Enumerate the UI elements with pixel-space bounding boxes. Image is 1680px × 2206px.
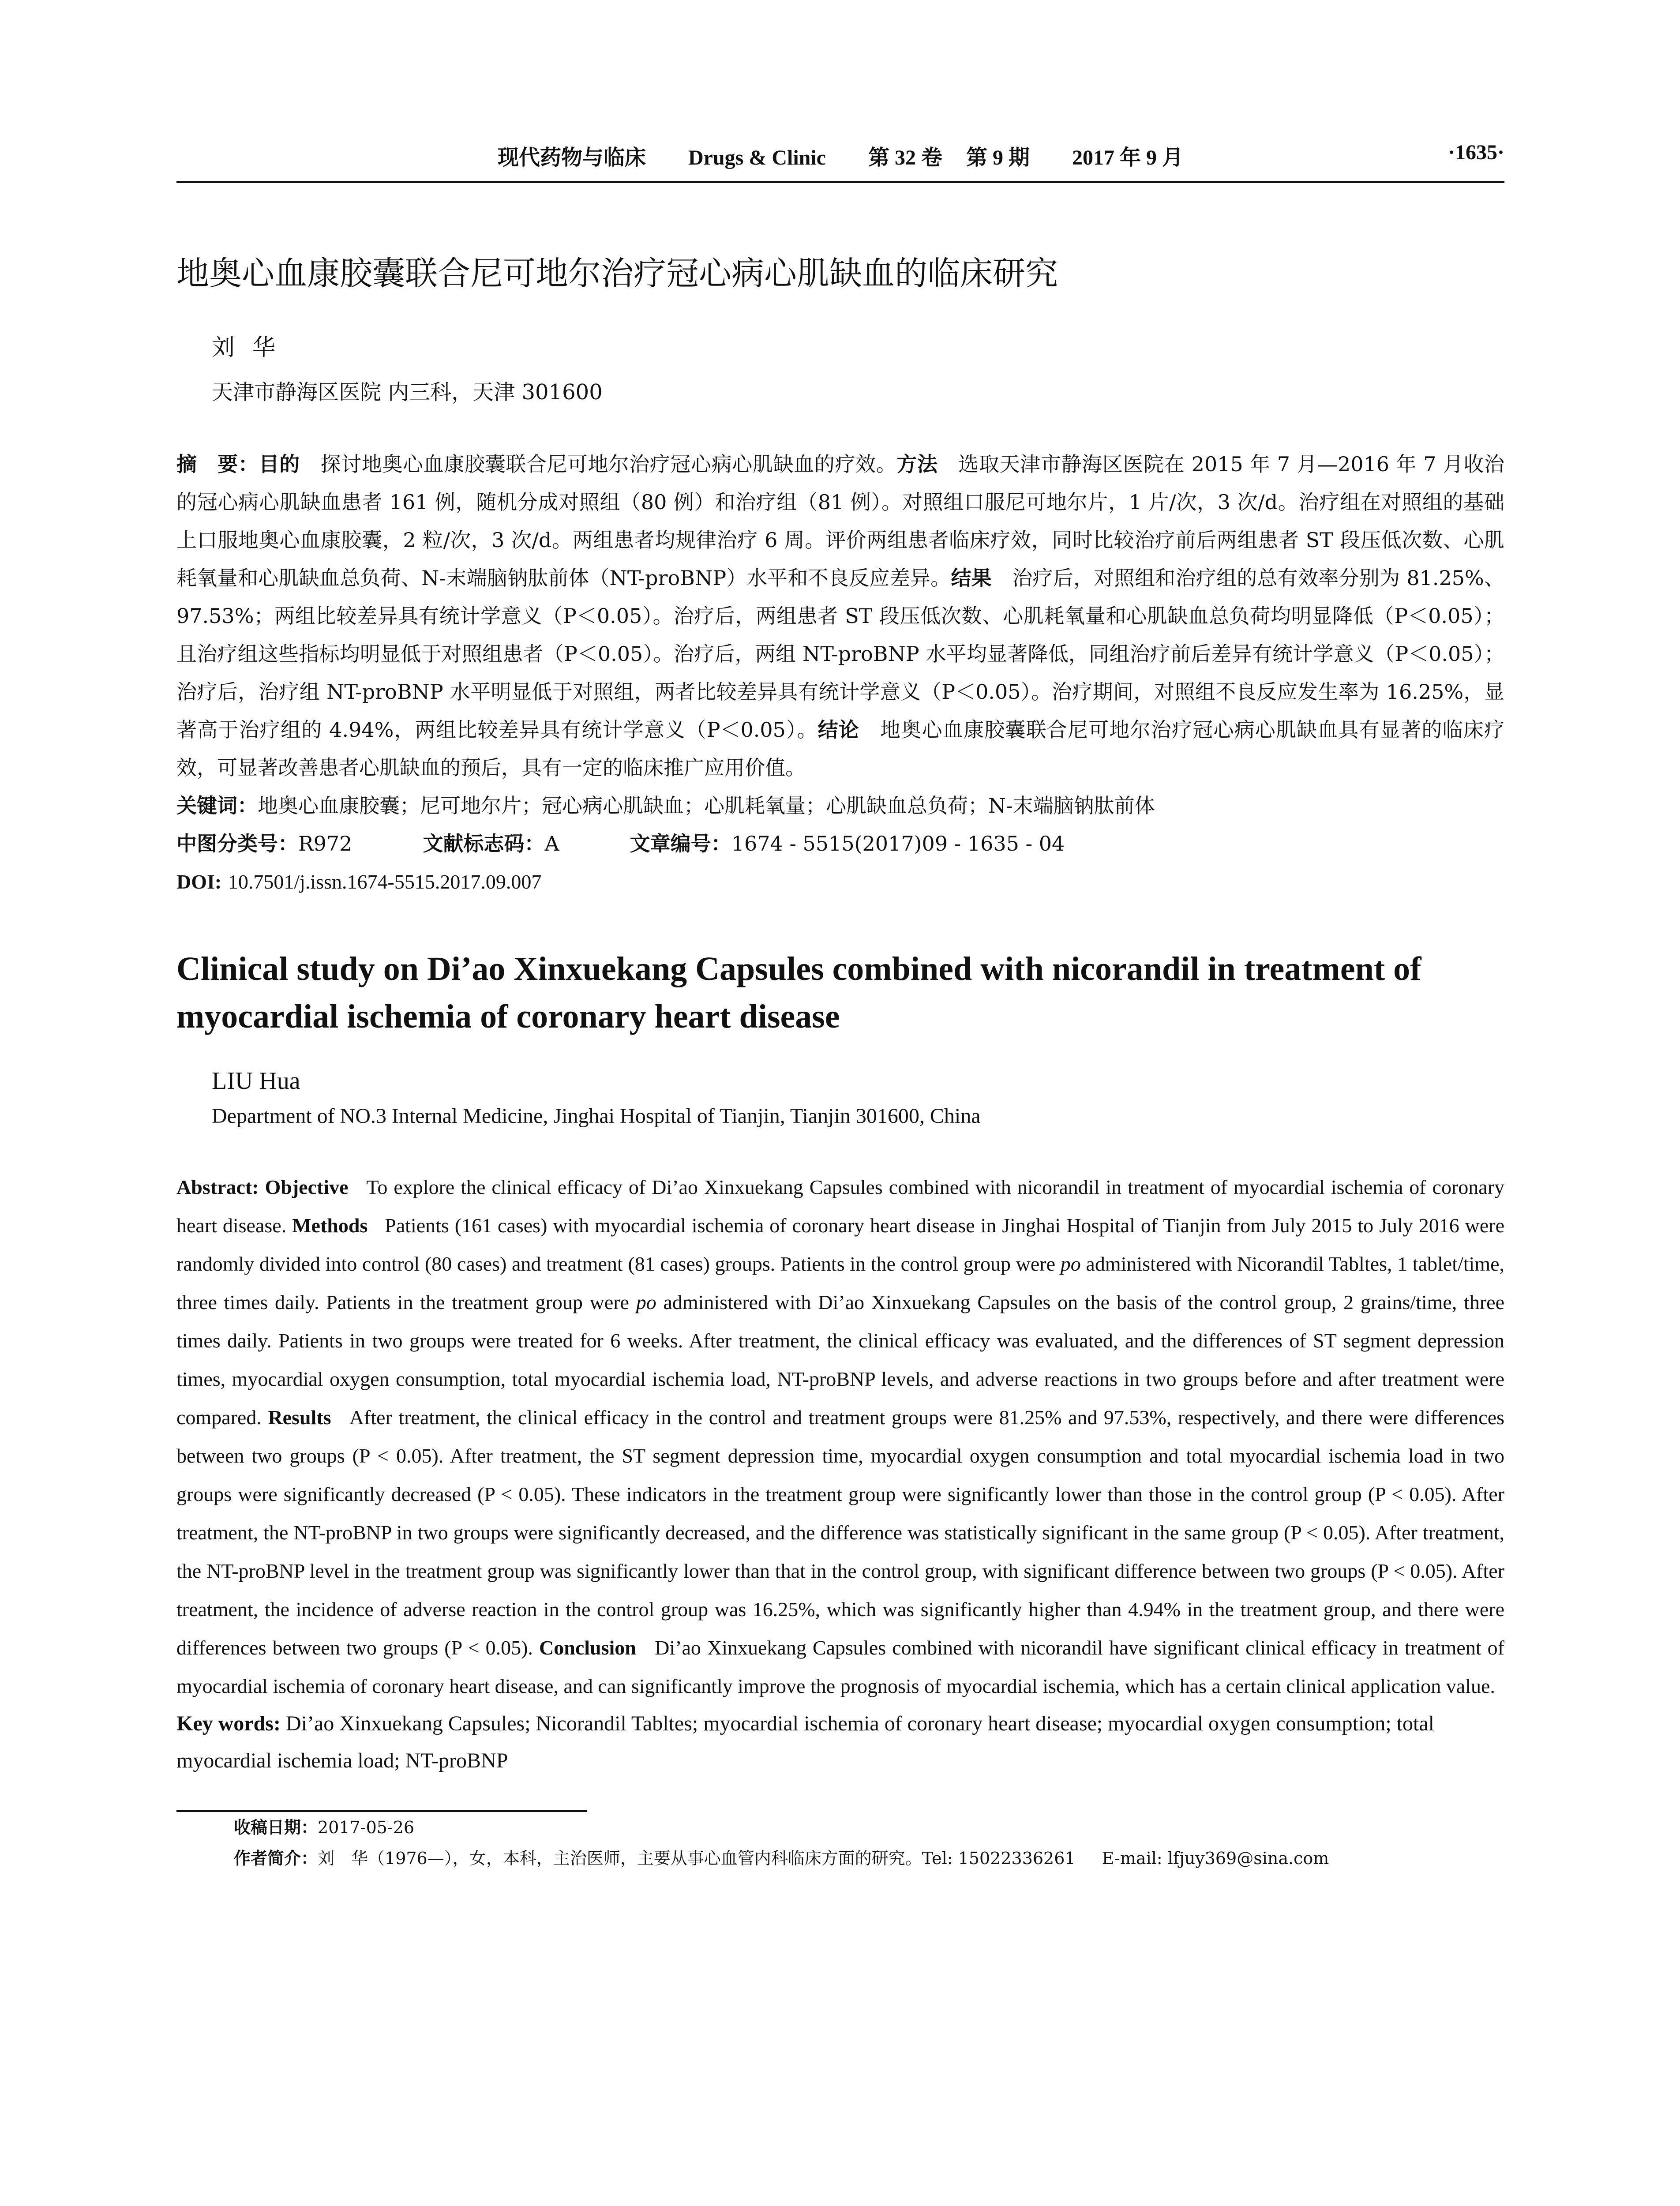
paper-page bbox=[176, 128, 1504, 1874]
cn-author: 刘华 bbox=[212, 334, 293, 361]
footnote-author bbox=[234, 1843, 1504, 1874]
en-conclusion-text: Di’ao Xinxuekang Capsules combined with nicorandil have significant clinical efficacy in treatment of myocardial ischemia of coronary heart disease, and can significantly improve the prognosis of myocardial ischemia, which has a certain clinical application value. bbox=[176, 1636, 1505, 1697]
journal-cn-name: 现代药物与临床 bbox=[497, 146, 646, 169]
en-results-label: Results bbox=[268, 1406, 331, 1429]
en-results-text: After treatment, the clinical efficacy in the control and treatment groups were 81.25% and 97.53%, respectively, and there were differences between two groups (P < 0.05). After treatment, the ST segment depression time, myocardial oxygen consumption and total myocardial ischemia load in two groups were significantly decreased (P < 0.05). These indicators in the treatment group were significantly lower than those in the control group (P < 0.05). After treatment, the NT-proBNP in two groups were significantly decreased, and the difference was statistically significant in the same group (P < 0.05). After treatment, the NT-proBNP level in the treatment group was significantly lower than that in the control group, with significant difference between two groups (P < 0.05). After treatment, the incidence of adverse reaction in the control group was 16.25%, which was significantly higher than 4.94% in the treatment group, and there were differences between two groups (P < 0.05). bbox=[176, 1406, 1505, 1659]
received-label: 收稿日期： bbox=[234, 1818, 318, 1837]
en-methods-text-1: Patients (161 cases) with myocardial ischemia of coronary heart disease in Jinghai Hospital of Tianjin from July 2015 to July 2016 were randomly divided into control (80 cases) and treatment (81 cases) groups. Patients in the control group were bbox=[176, 1214, 1504, 1275]
issue-date: 2017 年 9 月 bbox=[1072, 146, 1184, 169]
author-bio: 刘 华（1976—），女，本科，主治医师，主要从事心血管内科临床方面的研究。Tel: 15022336261 bbox=[318, 1849, 1076, 1868]
en-keywords-text: Di’ao Xinxuekang Capsules; Nicorandil Tabltes; myocardial ischemia of coronary heart disease; myocardial oxygen consumption; total myocardial ischemia load; NT-proBNP bbox=[176, 1712, 1434, 1772]
journal-en-name: Drugs & Clinic bbox=[688, 146, 826, 169]
en-methods-label: Methods bbox=[292, 1214, 368, 1237]
cn-keywords-text: 地奥心血康胶囊；尼可地尔片；冠心病心肌缺血；心肌耗氧量；心肌缺血总负荷；N-末端脑钠肽前体 bbox=[258, 794, 1155, 818]
author-bio-label: 作者简介： bbox=[234, 1849, 318, 1868]
author-email: E-mail: lfjuy369@sina.com bbox=[1102, 1849, 1329, 1868]
cn-keywords-label: 关键词： bbox=[176, 794, 258, 818]
en-methods-text-2: administered with Nicorandil Tabltes, 1 tablet/time, three times daily. Patients in the treatment group were bbox=[176, 1253, 1505, 1313]
cn-doi bbox=[176, 863, 1504, 901]
en-objective-label: Objective bbox=[265, 1176, 349, 1198]
cn-objective-label: 目的 bbox=[259, 452, 300, 476]
en-title: Clinical study on Di’ao Xinxuekang Capsules combined with nicorandil in treatment of myocardial ischemia of coronary heart disease bbox=[176, 950, 1421, 1035]
footnote-received bbox=[234, 1812, 1504, 1843]
en-objective-text: To explore the clinical efficacy of Di’ao Xinxuekang Capsules combined with nicorandil in treatment of myocardial ischemia of coronary heart disease. bbox=[176, 1176, 1505, 1237]
en-conclusion-label: Conclusion bbox=[539, 1636, 636, 1659]
volume: 第 32 卷 bbox=[868, 146, 942, 169]
cn-methods-label: 方法 bbox=[896, 452, 938, 476]
en-keywords bbox=[176, 1705, 1504, 1779]
running-header bbox=[176, 128, 1504, 183]
en-methods-text-3: administered with Di’ao Xinxuekang Capsules on the basis of the control group, 2 grains/time, three times daily. Patients in two groups were treated for 6 weeks. After treatment, the clinical efficacy was evaluated, and the differences of ST segment depression times, myocardial oxygen consumption, total myocardial ischemia load, NT-proBNP levels, and adverse reactions in two groups before and after treatment were compared. bbox=[176, 1291, 1504, 1429]
received-date: 2017-05-26 bbox=[318, 1818, 415, 1837]
article-number-value: 1674 - 5515(2017)09 - 1635 - 04 bbox=[731, 832, 1065, 855]
en-affiliation: Department of NO.3 Internal Medicine, Jinghai Hospital of Tianjin, Tianjin 301600, China bbox=[212, 1104, 981, 1128]
doccode-value: A bbox=[544, 832, 559, 855]
en-abstract-label: Abstract: bbox=[176, 1176, 259, 1198]
cn-keywords bbox=[176, 787, 1504, 825]
clc-label: 中图分类号： bbox=[176, 832, 298, 855]
cn-classification bbox=[176, 825, 1504, 863]
en-keywords-label: Key words: bbox=[176, 1712, 281, 1735]
cn-conclusion-label: 结论 bbox=[818, 718, 859, 742]
header-center bbox=[176, 140, 1504, 171]
cn-results-text: 治疗后，对照组和治疗组的总有效率分别为 81.25%、97.53%；两组比较差异具有统计学意义（P＜0.05）。治疗后，两组患者 ST 段压低次数、心肌耗氧量和心肌缺血总负荷均明显降低（P＜0.05）；且治疗组这些指标均明显低于对照组患者（P＜0.05）。治疗后，两组 NT-proBNP 水平均显著降低，同组治疗前后差异有统计学意义（P＜0.05）；治疗后，治疗组 NT-proBNP 水平明显低于对照组，两者比较差异具有统计学意义（P＜0.05）。治疗期间，对照组不良反应发生率为 16.25%，显著高于治疗组的 4.94%，两组比较差异具有统计学意义（P＜0.05）。 bbox=[176, 566, 1504, 742]
en-po-term-2: po bbox=[636, 1291, 656, 1313]
doi-value: 10.7501/j.issn.1674-5515.2017.09.007 bbox=[228, 870, 542, 893]
cn-methods-text: 选取天津市静海区医院在 2015 年 7 月—2016 年 7 月收治的冠心病心肌缺血患者 161 例，随机分成对照组（80 例）和治疗组（81 例）。对照组口服尼可地尔片，1 片/次，3 次/d。治疗组在对照组的基础上口服地奥心血康胶囊，2 粒/次，3 次/d。两组患者均规律治疗 6 周。评价两组患者临床疗效，同时比较治疗前后两组患者 ST 段压低次数、心肌耗氧量和心肌缺血总负荷、N-末端脑钠肽前体（NT-proBNP）水平和不良反应差异。 bbox=[176, 452, 1505, 590]
doi-label: DOI: bbox=[176, 870, 222, 893]
en-po-term-1: po bbox=[1060, 1253, 1081, 1275]
article-number-label: 文章编号： bbox=[630, 832, 731, 855]
cn-abstract bbox=[176, 445, 1504, 787]
cn-objective-text: 探讨地奥心血康胶囊联合尼可地尔治疗冠心病心肌缺血的疗效。 bbox=[320, 452, 897, 476]
page-number: ·1635· bbox=[1448, 141, 1504, 164]
cn-affiliation: 天津市静海区医院 内三科，天津 301600 bbox=[212, 380, 603, 405]
en-author: LIU Hua bbox=[212, 1067, 300, 1095]
cn-conclusion-text: 地奥心血康胶囊联合尼可地尔治疗冠心病心肌缺血具有显著的临床疗效，可显著改善患者心肌缺血的预后，具有一定的临床推广应用价值。 bbox=[176, 718, 1505, 780]
clc-value: R972 bbox=[298, 832, 352, 855]
en-abstract bbox=[176, 1168, 1504, 1705]
doccode-label: 文献标志码： bbox=[423, 832, 545, 855]
cn-results-label: 结果 bbox=[951, 566, 992, 590]
cn-abstract-label: 摘 要： bbox=[176, 452, 259, 476]
cn-title: 地奥心血康胶囊联合尼可地尔治疗冠心病心肌缺血的临床研究 bbox=[176, 255, 1058, 293]
issue: 第 9 期 bbox=[966, 146, 1030, 169]
